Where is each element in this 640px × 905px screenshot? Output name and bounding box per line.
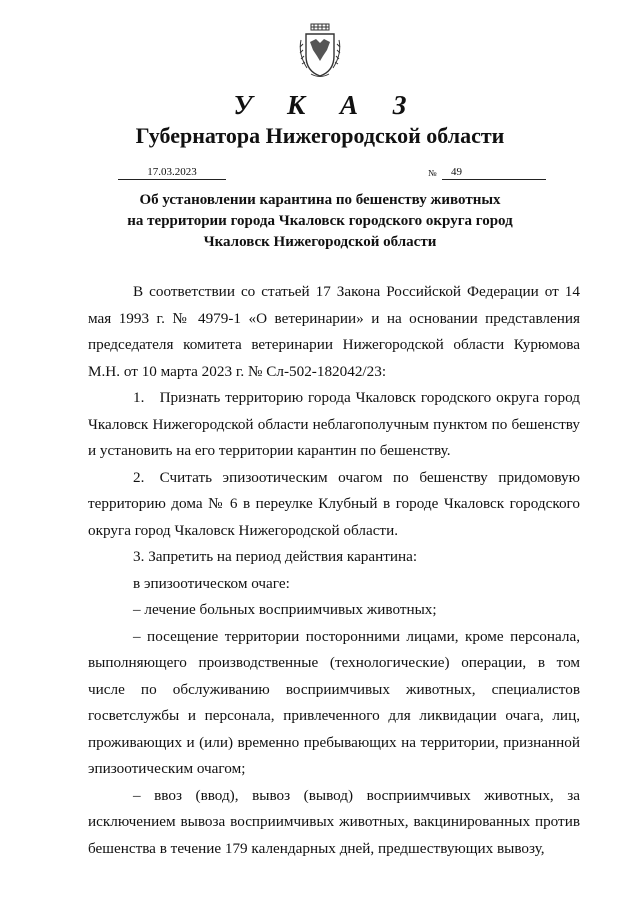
body-paragraph: – лечение больных восприимчивых животных; [133,601,437,618]
document-type-title: У К А З [233,90,421,120]
document-number-label: № [428,168,437,178]
document-heading [100,190,540,253]
document-date: 17.03.2023 [118,166,226,180]
issuer-title: Губернатора Нижегородской области [135,123,505,148]
heading-line: Чкаловск Нижегородской области [203,234,437,250]
heading-line: Об установлении карантина по бешенству животных [139,192,501,208]
coat-of-arms-icon [297,22,343,80]
document-number: 49 [451,166,462,178]
body-paragraph: 3. Запретить на период действия карантина: [133,548,418,565]
body-paragraph: 1. Признать территорию города Чкаловск городского округа город Чкаловск Нижегородской области неблагополучным пунктом по бешенству и установить на его территории карантин по бешенству. [88,389,580,459]
document-number-field [442,166,546,180]
body-paragraph: в эпизоотическом очаге: [133,574,290,592]
body-paragraph: – посещение территории посторонними лицами, кроме персонала, выполняющего производственные (технологические) операции, в том числе по обслуживанию восприимчивых животных, специалистов госветслужбы и персонала, привлеченного для ликвидации очага, лиц, проживающих и (или) временно пребывающих на территории, признанной эпизоотическим очагом; [88,627,580,777]
heading-line: на территории города Чкаловск городского округа город [127,213,513,229]
body-paragraph: 2. Считать эпизоотическим очагом по бешенству придомовую территорию дома № 6 в переулке Клубный в городе Чкаловск городского округа город Чкаловск Нижегородской области. [88,468,580,539]
body-paragraph: – ввоз (ввод), вывоз (вывод) восприимчивых животных, за исключением вывоза восприимчивых животных, вакцинированных против бешенства в течение 179 календарных дней, предшествующих вывозу, [88,786,580,857]
body-paragraph: В соответствии со статьей 17 Закона Российской Федерации от 14 мая 1993 г. № 4979-1 «О ветеринарии» и на основании представления председателя комитета ветеринарии Нижегородской области Курюмова М.Н. от 10 марта 2023 г. № Сл-502-182042/23: [88,283,580,380]
document-body [88,279,580,862]
